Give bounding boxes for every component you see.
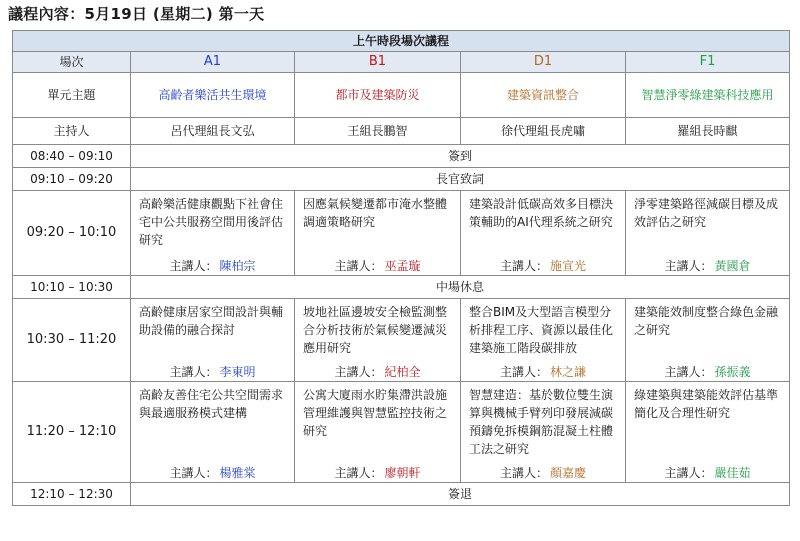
speaker-name: 紀柏全 xyxy=(384,365,421,379)
venue-a1: A1 xyxy=(131,52,295,73)
speaker-prefix: 主講人： xyxy=(334,259,383,273)
speaker-line xyxy=(630,257,785,275)
speaker-prefix: 主講人： xyxy=(334,466,383,480)
speaker-line xyxy=(135,257,290,275)
talk-title: 高齡健康居家空間設計與輔助設備的融合探討 xyxy=(139,305,284,337)
speaker-name: 巫孟璇 xyxy=(384,259,421,273)
schedule-row xyxy=(13,483,790,506)
talk-cell xyxy=(295,191,461,276)
speaker-name: 顏嘉慶 xyxy=(550,466,587,480)
speaker-prefix: 主講人： xyxy=(499,466,548,480)
talk-cell xyxy=(131,191,295,276)
host-f1: 羅組長時麒 xyxy=(626,118,790,145)
time-slot: 10:10 – 10:30 xyxy=(13,276,131,299)
talk-title: 淨零建築路徑減碳目標及成效評估之研究 xyxy=(634,197,779,229)
speaker-line xyxy=(630,464,785,482)
theme-b1: 都市及建築防災 xyxy=(295,73,461,118)
speaker-line xyxy=(299,363,456,381)
speaker-name: 廖朝軒 xyxy=(384,466,421,480)
talk-title: 高齡樂活健康觀點下社會住宅中公共服務空間用後評估研究 xyxy=(139,197,284,247)
host-b1: 王組長鵬智 xyxy=(295,118,461,145)
speaker-name: 施宣光 xyxy=(550,259,587,273)
talk-row xyxy=(13,191,790,276)
theme-a1: 高齡者樂活共生環境 xyxy=(131,73,295,118)
agenda-table xyxy=(12,30,790,506)
host-row xyxy=(13,118,790,145)
schedule-row xyxy=(13,145,790,168)
time-slot: 10:30 – 11:20 xyxy=(13,299,131,382)
talk-title: 坡地社區邊坡安全檢監測整合分析技術於氣候變遷減災應用研究 xyxy=(303,305,448,355)
talk-title: 公寓大廈雨水貯集滯洪設施管理維護與智慧監控技術之研究 xyxy=(303,388,448,438)
speaker-prefix: 主講人： xyxy=(169,466,218,480)
talk-cell xyxy=(131,299,295,382)
talk-cell xyxy=(295,299,461,382)
talk-cell xyxy=(461,299,626,382)
session-banner-row xyxy=(13,31,790,52)
theme-f1: 智慧淨零綠建築科技應用 xyxy=(626,73,790,118)
host-d1: 徐代理組長虎嘯 xyxy=(461,118,626,145)
talk-cell xyxy=(295,382,461,483)
speaker-name: 林之謙 xyxy=(550,365,587,379)
speaker-prefix: 主講人： xyxy=(169,259,218,273)
speaker-prefix: 主講人： xyxy=(334,365,383,379)
speaker-prefix: 主講人： xyxy=(664,466,713,480)
speaker-line xyxy=(299,257,456,275)
talk-title: 綠建築與建築能效評估基準簡化及合理性研究 xyxy=(634,388,779,420)
theme-label: 單元主題 xyxy=(13,73,131,118)
theme-row xyxy=(13,73,790,118)
speaker-prefix: 主講人： xyxy=(664,365,713,379)
speaker-prefix: 主講人： xyxy=(499,365,548,379)
talk-title: 高齡友善住宅公共空間需求與最適服務模式建構 xyxy=(139,388,284,420)
event-label: 簽到 xyxy=(131,145,790,168)
talk-row xyxy=(13,382,790,483)
host-label: 主持人 xyxy=(13,118,131,145)
time-slot: 09:20 – 10:10 xyxy=(13,191,131,276)
event-label: 簽退 xyxy=(131,483,790,506)
event-label: 中場休息 xyxy=(131,276,790,299)
speaker-prefix: 主講人： xyxy=(499,259,548,273)
speaker-line xyxy=(465,464,621,482)
venue-header-label: 場次 xyxy=(13,52,131,73)
speaker-name: 孫振義 xyxy=(714,365,751,379)
venue-f1: F1 xyxy=(626,52,790,73)
venue-b1: B1 xyxy=(295,52,461,73)
talk-title: 建築設計低碳高效多目標決策輔助的AI代理系統之研究 xyxy=(469,197,614,229)
talk-cell xyxy=(461,191,626,276)
talk-row xyxy=(13,299,790,382)
speaker-line xyxy=(135,363,290,381)
talk-cell xyxy=(626,191,790,276)
theme-d1: 建築資訊整合 xyxy=(461,73,626,118)
venue-d1: D1 xyxy=(461,52,626,73)
venue-row xyxy=(13,52,790,73)
speaker-name: 陳柏宗 xyxy=(219,259,256,273)
schedule-row xyxy=(13,276,790,299)
talk-cell xyxy=(626,299,790,382)
speaker-name: 楊雅棠 xyxy=(219,466,256,480)
time-slot: 12:10 – 12:30 xyxy=(13,483,131,506)
talk-title: 因應氣候變遷都市淹水整體調適策略研究 xyxy=(303,197,448,229)
speaker-line xyxy=(299,464,456,482)
speaker-prefix: 主講人： xyxy=(169,365,218,379)
speaker-name: 黃國倉 xyxy=(714,259,751,273)
talk-title: 智慧建造：基於數位雙生演算與機械手臂列印發展減碳預鑄免拆模鋼筋混凝土柱體工法之研究 xyxy=(469,388,614,456)
talk-title: 建築能效制度整合綠色金融之研究 xyxy=(634,305,779,337)
host-a1: 呂代理組長文弘 xyxy=(131,118,295,145)
talk-title: 整合BIM及大型語言模型分析排程工序、資源以最佳化建築施工階段碳排放 xyxy=(469,305,614,355)
time-slot: 09:10 – 09:20 xyxy=(13,168,131,191)
event-label: 長官致詞 xyxy=(131,168,790,191)
page-heading: 議程內容：5月19日 (星期二) 第一天 xyxy=(8,5,265,23)
speaker-line xyxy=(465,363,621,381)
speaker-name: 李東明 xyxy=(219,365,256,379)
speaker-prefix: 主講人： xyxy=(664,259,713,273)
speaker-line xyxy=(465,257,621,275)
speaker-line xyxy=(630,363,785,381)
talk-cell xyxy=(626,382,790,483)
speaker-name: 嚴佳茹 xyxy=(714,466,751,480)
talk-cell xyxy=(131,382,295,483)
time-slot: 11:20 – 12:10 xyxy=(13,382,131,483)
speaker-line xyxy=(135,464,290,482)
session-banner: 上午時段場次議程 xyxy=(13,31,790,52)
time-slot: 08:40 – 09:10 xyxy=(13,145,131,168)
talk-cell xyxy=(461,382,626,483)
schedule-row xyxy=(13,168,790,191)
